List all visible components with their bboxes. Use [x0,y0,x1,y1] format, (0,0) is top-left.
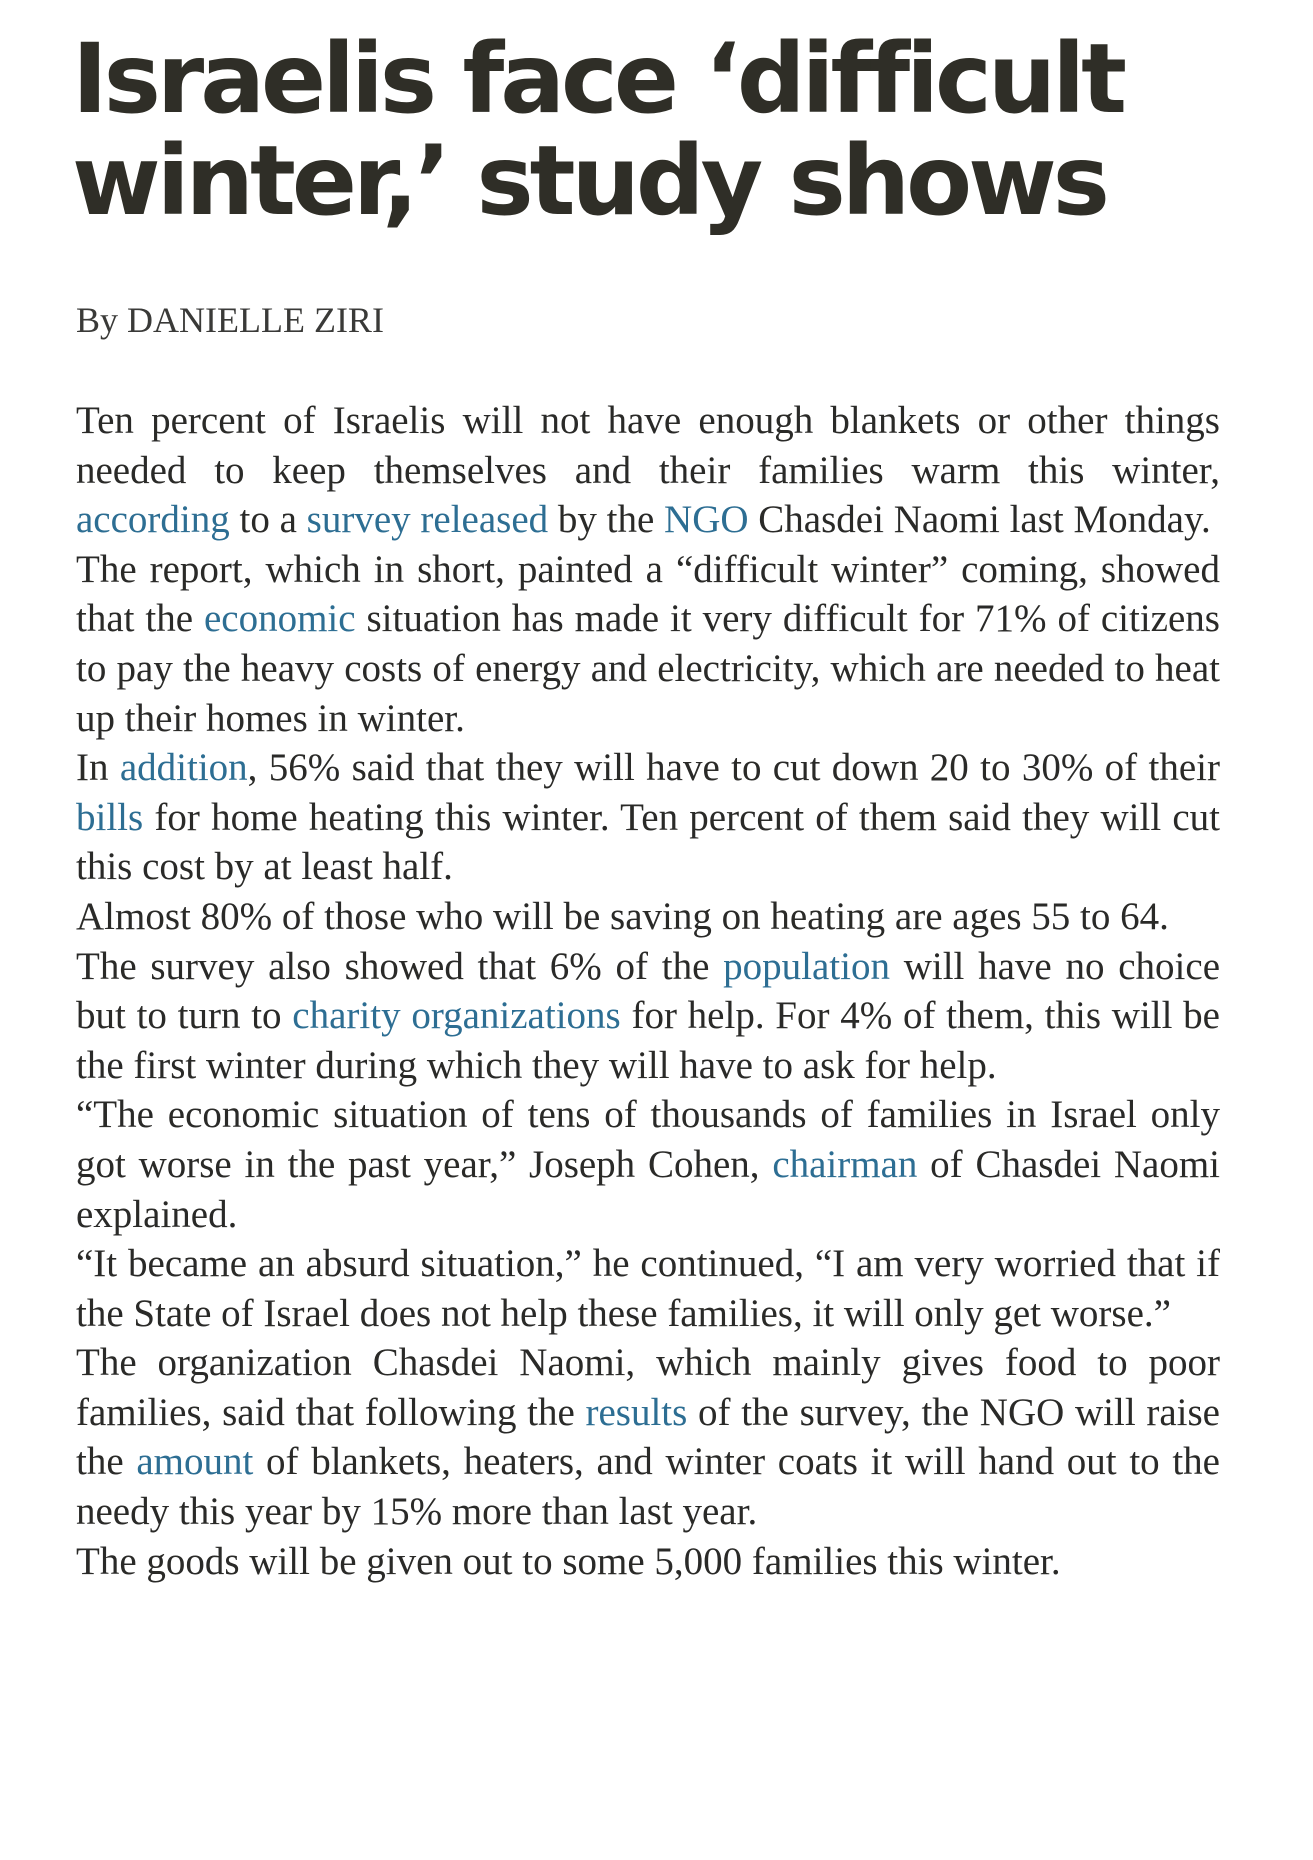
paragraph-text: of Chasdei Naomi explained. [76,1142,1221,1236]
highlighted-keyword: results [585,1390,688,1434]
paragraph-text: In [76,746,120,790]
highlighted-keyword: population [723,944,890,988]
paragraph-text: for home heating this winter. Ten percent of them said they will cut this cost by at least half. [76,795,1220,889]
article-paragraph [76,1090,1220,1239]
article-byline: By DANIELLE ZIRI [76,300,384,340]
article-paragraph [76,1537,1220,1587]
highlighted-keyword: charity organizations [292,994,621,1038]
article-paragraph [76,396,1220,545]
paragraph-text: for help. For 4% of them, this will be the first winter during which they will have to ask for help. [76,994,1220,1087]
highlighted-keyword: bills [76,795,144,839]
highlighted-keyword: addition [119,746,248,790]
paragraph-text: The goods will be given out to some 5,000 families this winter. [76,1539,1061,1583]
article-paragraph [76,743,1220,892]
highlighted-keyword: chairman [772,1142,918,1186]
paragraph-text: Chasdei Naomi last Monday. [748,498,1211,542]
highlighted-keyword: NGO [664,498,749,542]
highlighted-keyword: economic [203,597,356,641]
paragraph-text: , 56% said that they will have to cut down 20 to 30% of their [247,746,1220,790]
article-paragraph [76,942,1220,1091]
paragraph-text: The organization Chasdei Naomi, which mainly gives food to poor families, said that following the [76,1341,1220,1434]
paragraph-text: of the survey, the NGO will raise the [76,1390,1220,1484]
paragraph-text: to a [229,498,307,542]
paragraph-text: The report, which in short, painted a “difficult winter” coming, showed that the [76,547,1220,641]
paragraph-text: by the [548,498,665,542]
highlighted-keyword: survey released [306,498,549,542]
paragraph-text: Ten percent of Israelis will not have enough blankets or other things needed to keep themselves and their families warm this winter, [76,399,1220,492]
article-body [76,396,1220,1586]
highlighted-keyword: amount [136,1440,254,1484]
article-paragraph [76,892,1220,942]
paragraph-text: situation has made it very difficult for 71% of citizens to pay the heavy costs of energy and electricity, which are needed to heat up their homes in winter. [76,597,1220,740]
paragraph-text: “It became an absurd situation,” he continued, “I am very worried that if the State of Israel does not help these families, it will only get worse.” [76,1242,1220,1335]
paragraph-text: The survey also showed that 6% of the [76,944,724,988]
article-headline: Israelis face ‘difficult winter,’ study shows [72,23,1124,237]
article-paragraph [76,1239,1220,1338]
article-paragraph [76,545,1220,743]
paragraph-text: Almost 80% of those who will be saving on heating are ages 55 to 64. [76,894,1169,938]
highlighted-keyword: according [76,498,230,542]
paragraph-text: “The economic situation of tens of thousands of families in Israel only got worse in the past year,” Joseph Cohen, [76,1093,1220,1186]
paragraph-text: of blankets, heaters, and winter coats it will hand out to the needy this year by 15% more than last year. [76,1440,1220,1534]
paragraph-text: will have no choice but to turn to [76,944,1220,1038]
article-paragraph [76,1338,1220,1536]
